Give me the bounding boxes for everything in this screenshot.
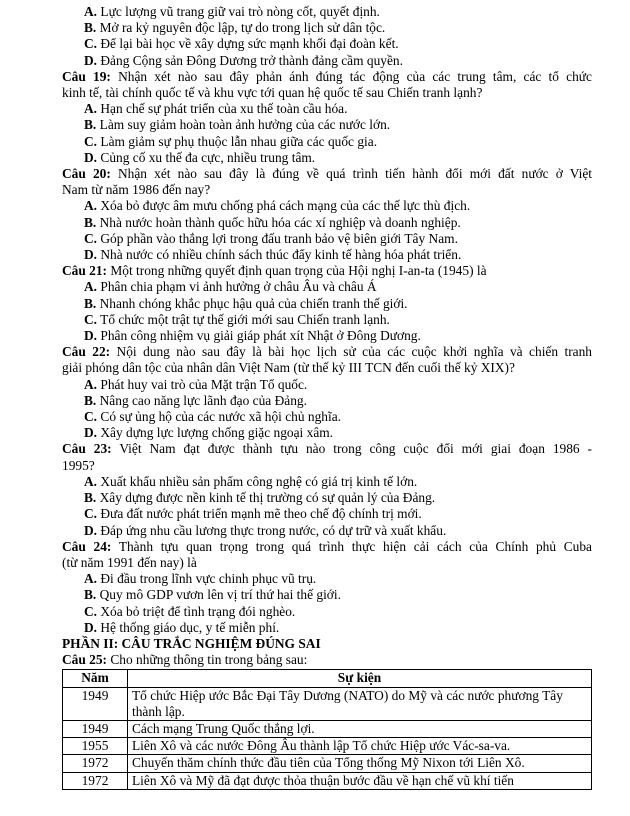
option-text: Phát huy vai trò của Mặt trận Tổ quốc. [100,376,308,392]
answer-option [62,53,592,69]
table-row [63,755,592,772]
answer-option [62,328,592,344]
row-year: 1972 [63,772,128,789]
option-letter: D. [84,619,98,635]
option-text: Nâng cao năng lực lãnh đạo của Đảng. [99,392,307,408]
row-year: 1949 [63,720,128,737]
table-row [63,772,592,789]
row-event: Cách mạng Trung Quốc thắng lợi. [128,720,592,737]
option-letter: B. [84,295,97,311]
question-line [62,344,592,360]
option-text: Đáp ứng nhu cầu lương thực trong nước, có dự trữ và xuất khẩu. [100,522,447,538]
option-text: Làm giảm sự phụ thuộc lẫn nhau giữa các quốc gia. [100,133,378,149]
option-letter: B. [84,392,97,408]
option-text: Hệ thống giáo dục, y tế miễn phí. [100,619,280,635]
question-line [62,539,592,555]
option-text: Góp phần vào thắng lợi trong đấu tranh bảo vệ biên giới Tây Nam. [100,230,458,246]
answer-option [62,506,592,522]
option-text: Xóa bỏ triệt để tình trạng đói nghèo. [100,603,296,619]
option-text: Quy mô GDP vươn lên vị trí thứ hai thế giới. [99,587,341,603]
answer-option [62,296,592,312]
question-line [62,263,592,279]
exam-content [62,4,592,790]
answer-option [62,393,592,409]
answer-option [62,36,592,52]
option-text: Làm suy giảm hoàn toàn ảnh hưởng của các nước lớn. [99,117,391,133]
header-event: Sự kiện [128,670,592,687]
question-line [62,652,592,668]
option-letter: D. [84,425,98,441]
answer-option [62,279,592,295]
question-text: Việt Nam đạt được thành tựu nào trong công cuộc đổi mới giai đoạn 1986 - [119,441,593,457]
option-text: Phân công nhiệm vụ giải giáp phát xít Nhật ở Đông Dương. [100,328,421,344]
answer-option [62,571,592,587]
option-letter: A. [84,4,98,19]
option-letter: B. [84,214,97,230]
option-text: Xây dựng lực lượng chống giặc ngoại xâm. [100,425,334,441]
table-row [63,738,592,755]
row-year: 1972 [63,755,128,772]
option-text: Phân chia phạm vi ảnh hưởng ở châu Âu và châu Á [100,279,377,295]
row-event: Liên Xô và các nước Đông Âu thành lập Tổ chức Hiệp ước Vác-sa-va. [128,738,592,755]
answer-option [62,4,592,20]
answer-option [62,587,592,603]
question-line [62,555,592,571]
answer-option [62,101,592,117]
answer-option [62,134,592,150]
question-text: Cho những thông tin trong bảng sau: [110,652,308,668]
option-letter: D. [84,522,98,538]
option-letter: A. [84,279,98,295]
option-text: Đi đầu trong lĩnh vực chinh phục vũ trụ. [100,571,317,587]
question-line [62,441,592,457]
question-number: Câu 24: [62,538,112,554]
question-text: Nam từ năm 1986 đến nay? [62,182,211,198]
question-text: Một trong những quyết định quan trọng của Hội nghị I-an-ta (1945) là [110,263,487,279]
option-text: Xóa bỏ được âm mưu chống phá cách mạng của các thế lực thù địch. [100,198,471,214]
answer-option [62,247,592,263]
question-line [62,360,592,376]
option-text: Xuất khẩu nhiều sản phẩm công nghệ có giá trị kinh tế lớn. [100,473,418,489]
option-text: Hạn chế sự phát triển của xu thế toàn cầu hóa. [100,101,348,117]
events-table [62,669,592,789]
option-text: Nhà nước hoàn thành quốc hữu hóa các xí nghiệp và doanh nghiệp. [99,214,461,230]
answer-option [62,490,592,506]
option-letter: A. [84,198,98,214]
question-text: 1995? [62,457,95,473]
option-text: Nhanh chóng khắc phục hậu quả của chiến tranh thế giới. [99,295,408,311]
question-text: giải phóng dân tộc của nhân dân Việt Nam (từ thế kỷ III TCN đến cuối thế kỷ XIX)? [62,360,515,376]
option-letter: D. [84,52,98,68]
row-event: Liên Xô và Mỹ đã đạt được thỏa thuận bước đầu về hạn chế vũ khí tiến [128,772,592,789]
row-year: 1949 [63,687,128,720]
question-text: kinh tế, tài chính quốc tế và khu vực tới quan hệ quốc tế sau Chiến tranh lạnh? [62,85,483,101]
answer-option [62,425,592,441]
answer-option [62,409,592,425]
question-number: Câu 25: [62,652,108,668]
option-text: Nhà nước có nhiều chính sách thúc đẩy kinh tế hàng hóa phát triển. [100,247,462,263]
question-number: Câu 19: [62,68,111,84]
option-text: Đưa đất nước phát triển mạnh mẽ theo chế độ chính trị mới. [100,506,422,522]
option-text: Có sự ủng hộ của các nước xã hội chủ nghĩa. [100,409,342,425]
answer-option [62,604,592,620]
header-year: Năm [63,670,128,687]
section-heading: PHẦN II: CÂU TRẮC NGHIỆM ĐÚNG SAI [62,635,321,651]
option-letter: B. [84,587,97,603]
option-letter: C. [84,133,98,149]
option-text: Mở ra kỷ nguyên độc lập, tự do trong lịch sử dân tộc. [99,20,386,36]
option-letter: D. [84,247,98,263]
option-letter: B. [84,117,97,133]
row-event: Tổ chức Hiệp ước Bắc Đại Tây Dương (NATO) do Mỹ và các nước phương Tây thành lập. [128,687,592,720]
question-line [62,85,592,101]
option-text: Củng cố xu thế đa cực, nhiều trung tâm. [100,149,316,165]
question-line [62,166,592,182]
option-letter: B. [84,490,97,506]
answer-option [62,198,592,214]
option-letter: A. [84,473,98,489]
option-letter: C. [84,409,98,425]
answer-option [62,215,592,231]
question-line [62,69,592,85]
option-letter: A. [84,376,98,392]
answer-option [62,117,592,133]
option-text: Xây dựng được nền kinh tế thị trường có sự quản lý của Đảng. [99,490,436,506]
option-text: Để lại bài học về xây dựng sức mạnh khối đại đoàn kết. [100,36,399,52]
question-line [62,458,592,474]
question-text: Nội dung nào sau đây là bài học lịch sử của các cuộc khởi nghĩa và chiến tranh [116,344,592,360]
option-letter: C. [84,311,98,327]
question-text: Thành tựu quan trọng trong quá trình thực hiện cải cách của Chính phủ Cuba [118,538,592,554]
answer-option [62,377,592,393]
option-letter: D. [84,328,98,344]
answer-option [62,231,592,247]
row-event: Chuyến thăm chính thức đầu tiên của Tổng thống Mỹ Nixon tới Liên Xô. [128,755,592,772]
option-letter: A. [84,571,98,587]
table-row [63,720,592,737]
option-letter: C. [84,36,98,52]
question-text: (từ năm 1991 đến nay) là [62,554,197,570]
option-letter: B. [84,20,97,36]
question-number: Câu 21: [62,263,108,279]
table-row [63,687,592,720]
option-letter: C. [84,506,98,522]
answer-option [62,312,592,328]
answer-option [62,523,592,539]
answer-option [62,474,592,490]
answer-option [62,620,592,636]
question-number: Câu 22: [62,344,111,360]
option-text: Lực lượng vũ trang giữ vai trò nòng cốt, quyết định. [100,4,380,19]
question-number: Câu 20: [62,166,111,182]
option-letter: C. [84,230,98,246]
question-text: Nhận xét nào sau đây là đúng về quá trình tiến hành đổi mới đất nước ở Việt [117,166,592,182]
option-text: Tổ chức một trật tự thế giới mới sau Chiến tranh lạnh. [100,311,390,327]
option-letter: A. [84,101,98,117]
row-year: 1955 [63,738,128,755]
question-line [62,182,592,198]
option-text: Đảng Cộng sản Đông Dương trở thành đảng cầm quyền. [100,52,403,68]
question-number: Câu 23: [62,441,112,457]
table-header-row [63,670,592,687]
option-letter: C. [84,603,98,619]
answer-option [62,150,592,166]
question-text: Nhận xét nào sau đây phản ánh đúng tác động của các trung tâm, các tổ chức [118,68,592,84]
option-letter: D. [84,149,98,165]
answer-option [62,20,592,36]
